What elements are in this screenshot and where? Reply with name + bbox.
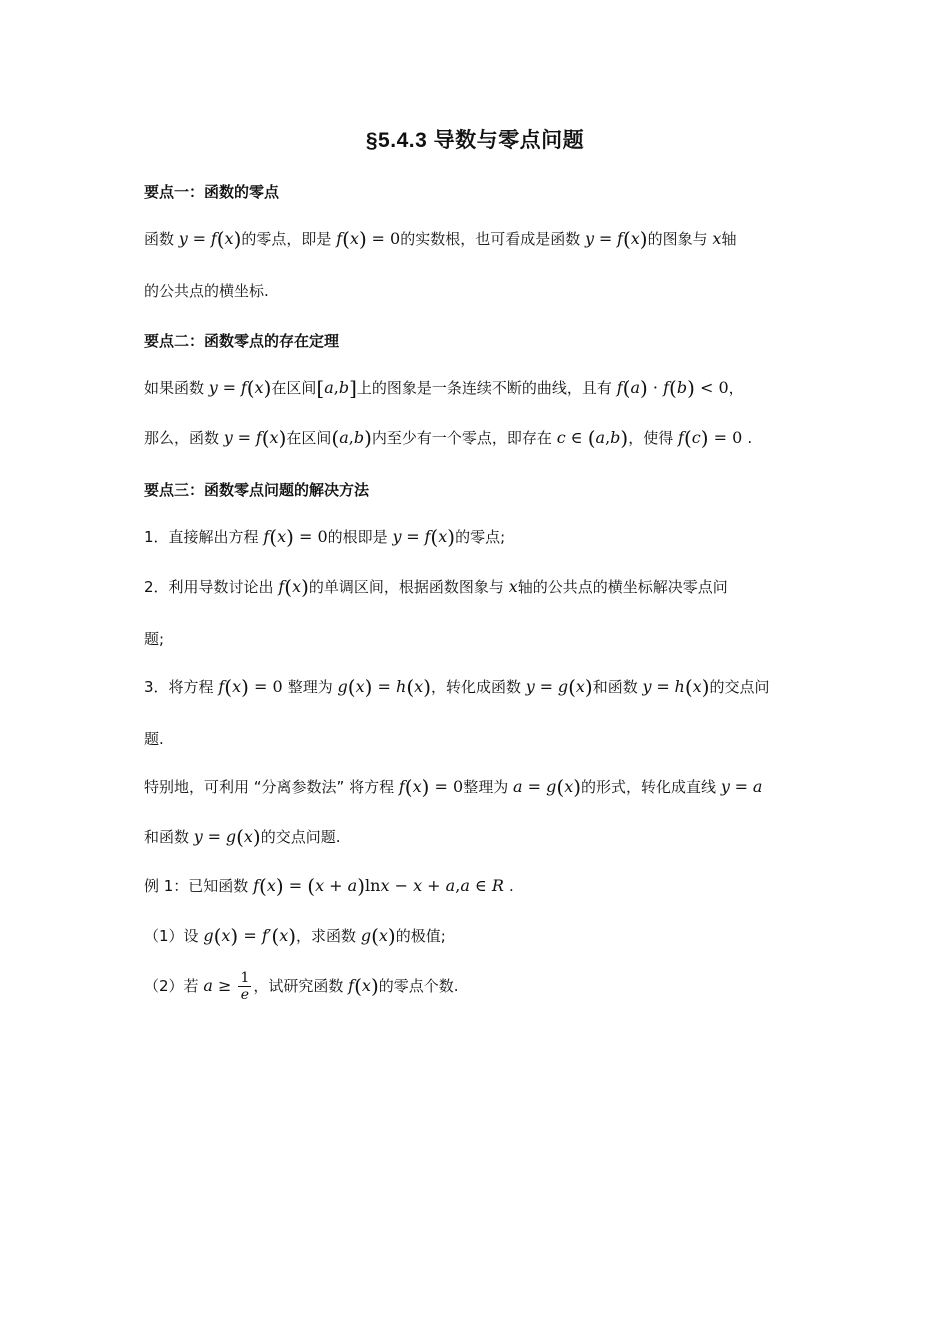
paragraph-line: 的公共点的横坐标. — [144, 282, 269, 300]
paragraph-line: 如果函数 y = f(x)在区间[a,b]上的图象是一条连续不断的曲线，且有 f(a) · f(b) < 0， — [144, 376, 744, 400]
list-item-continuation: 题. — [144, 730, 164, 748]
section-heading-1: 要点一：函数的零点 — [144, 183, 280, 201]
list-item: 2．利用导数讨论出 f(x)的单调区间，根据函数图象与 x轴的公共点的横坐标解决零点问 — [144, 575, 728, 599]
example-question-2: （2）若 a ≥ $\frac{1}{e}$ ，试研究函数 f(x)的零点个数. — [144, 970, 459, 1003]
fraction: $\frac{1}{e}$ — [240, 970, 250, 1003]
paragraph-line: 和函数 y = g(x)的交点问题. — [144, 825, 341, 849]
list-item-continuation: 题; — [144, 630, 165, 648]
example-question-1: （1）设 g(x) = f′(x)，求函数 g(x)的极值; — [144, 924, 446, 948]
page-title: §5.4.3 导数与零点问题 — [365, 129, 585, 152]
paragraph-line: 特别地，可利用 “分离参数法” 将方程 f(x) = 0整理为 a = g(x)的形式，转化成直线 y = a — [144, 775, 763, 799]
list-item: 1．直接解出方程 f(x) = 0的根即是 y = f(x)的零点; — [144, 525, 506, 549]
section-heading-3: 要点三：函数零点问题的解决方法 — [144, 481, 370, 499]
section-heading-2: 要点二：函数零点的存在定理 — [144, 332, 340, 350]
list-item: 3．将方程 f(x) = 0 整理为 g(x) = h(x)，转化成函数 y = g(x)和函数 y = h(x)的交点问 — [144, 675, 770, 699]
example-statement: 例 1：已知函数 f(x) = (x + a)lnx − x + a,a ∈ R . — [144, 874, 514, 898]
paragraph-line: 那么，函数 y = f(x)在区间(a,b)内至少有一个零点，即存在 c ∈ (a,b)，使得 f(c) = 0 . — [144, 426, 753, 450]
paragraph-line: 函数 y = f(x)的零点，即是 f(x) = 0的实数根，也可看成是函数 y = f(x)的图象与 x轴 — [144, 227, 737, 251]
